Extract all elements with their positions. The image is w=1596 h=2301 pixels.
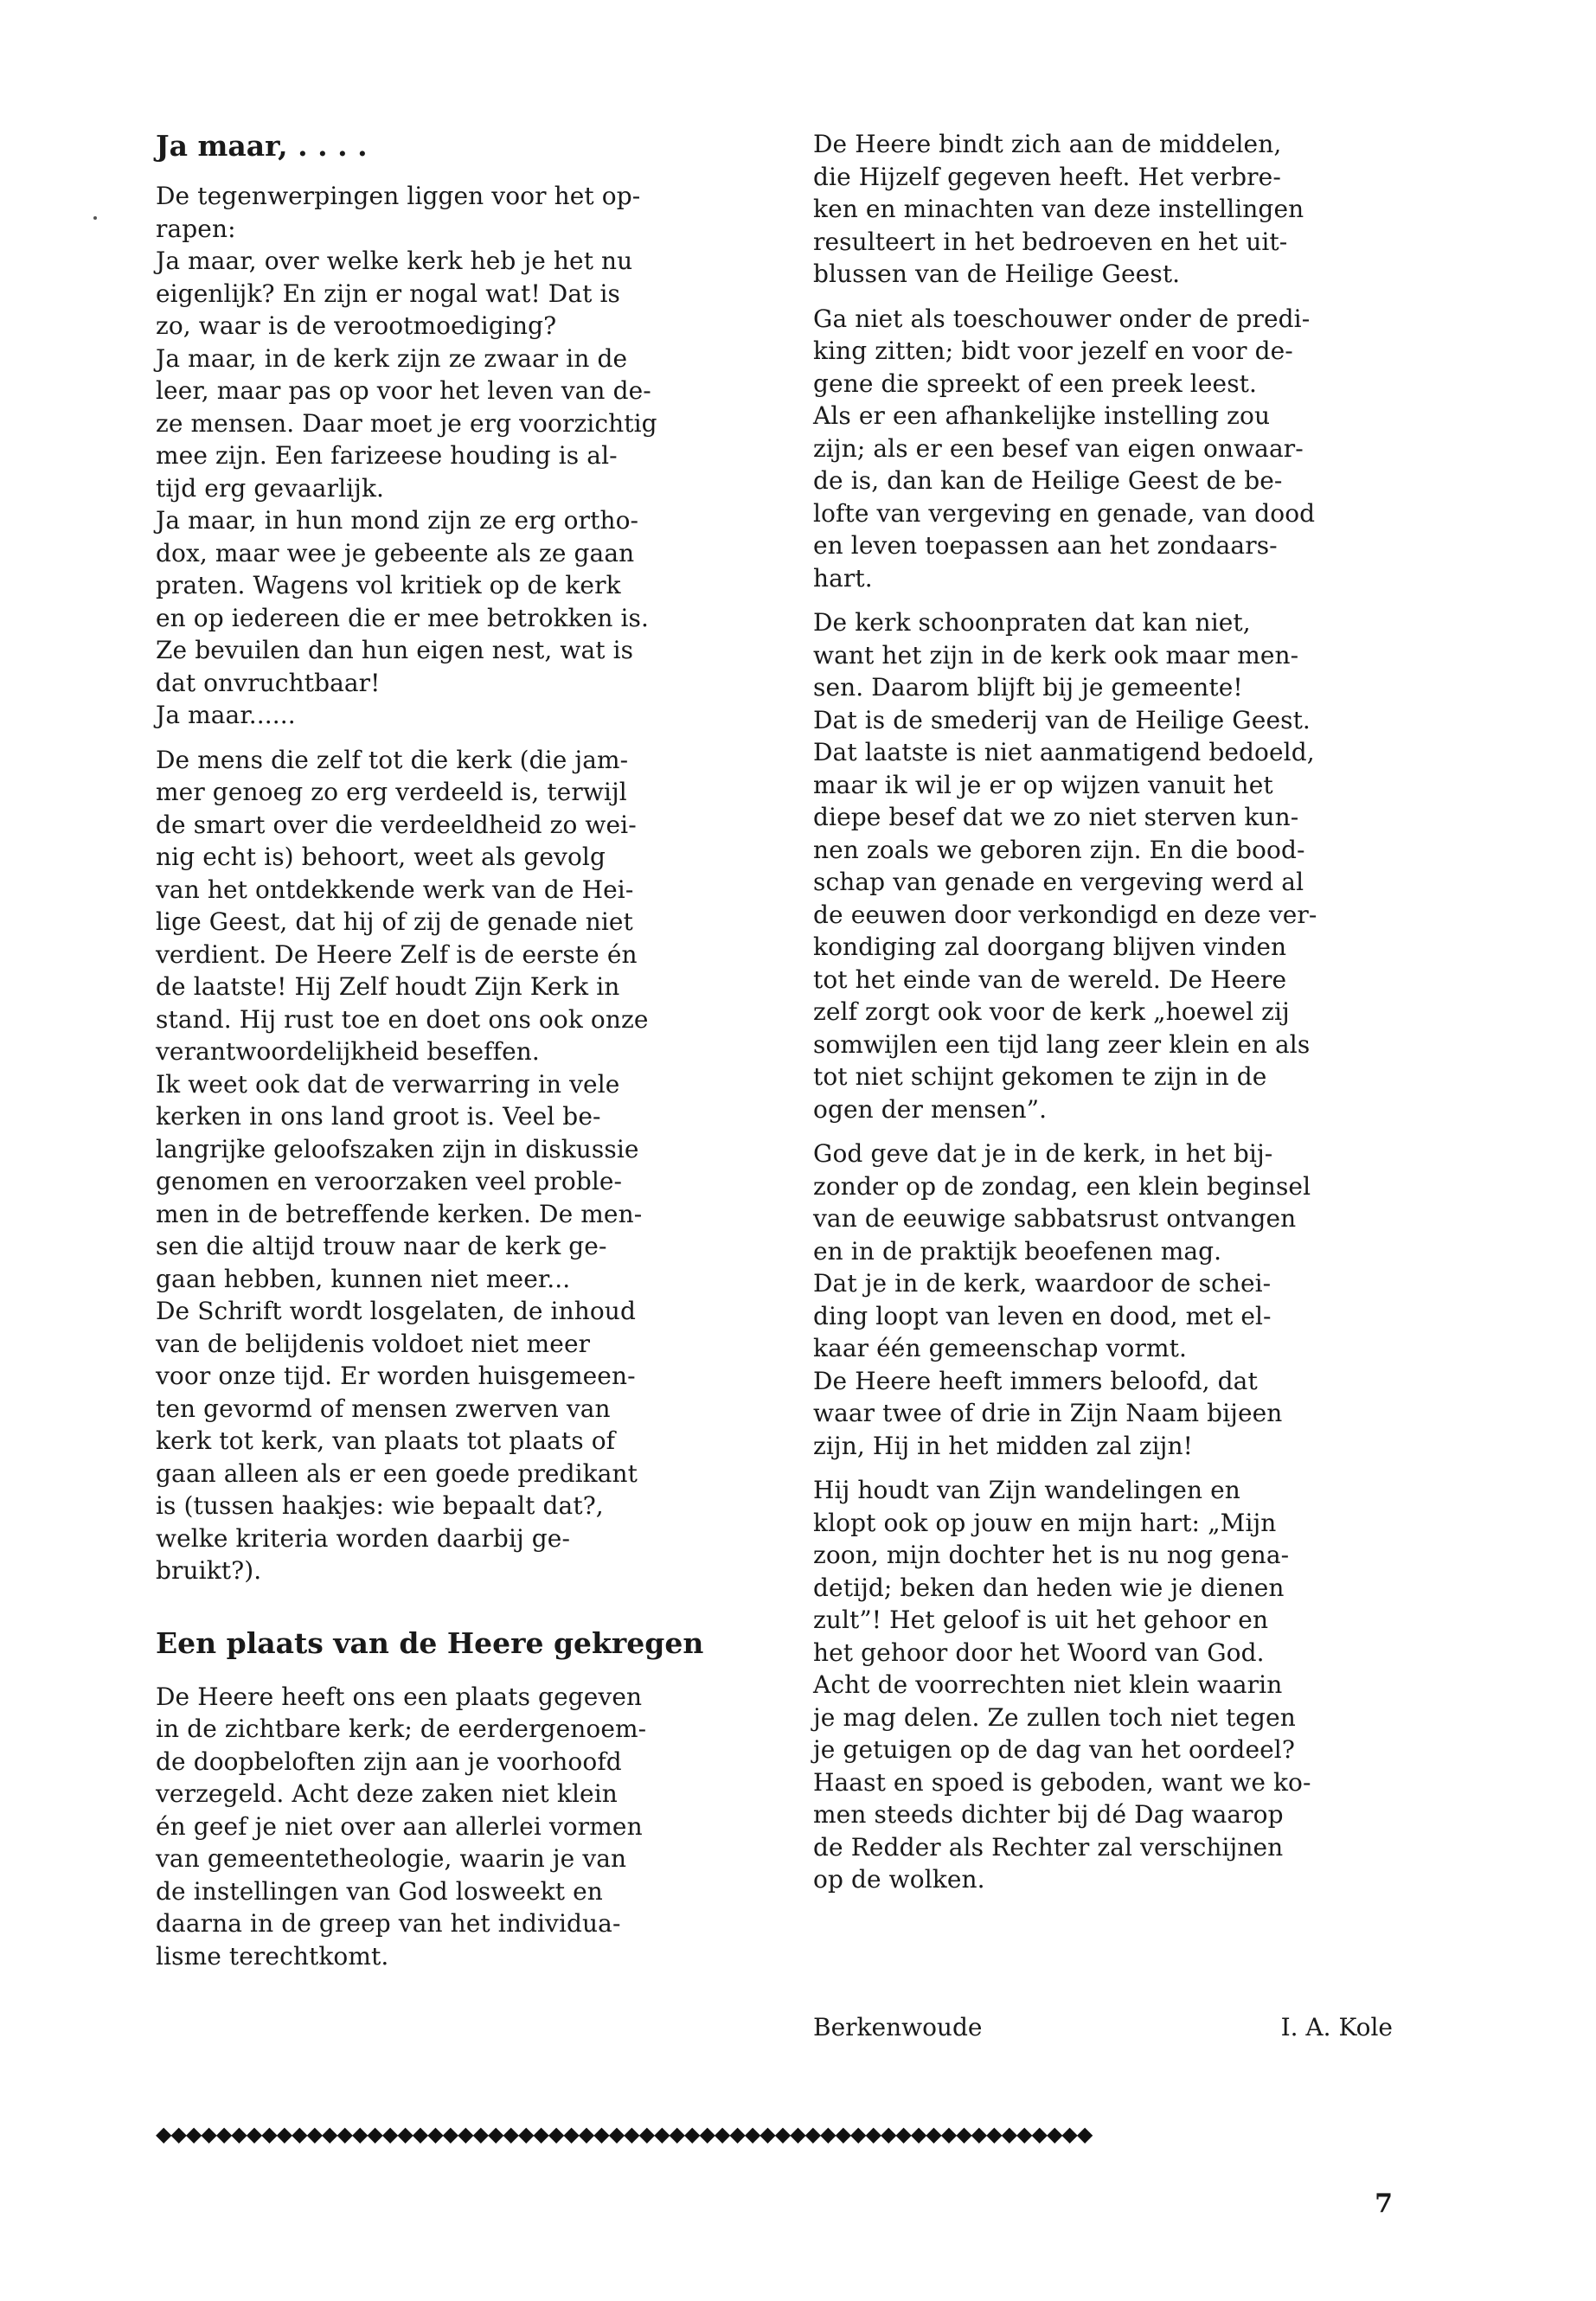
left-column (156, 128, 727, 1984)
right-paragraph: Hij houdt van Zijn wandelingen en klopt ook op jouw en mijn hart: „Mijn zoon, mijn dochter het is nu nog gena- detijd; beken dan heden wie je dienen zult”! Het geloof is uit het gehoor en het gehoor door het Woord van God. Acht de voorrechten niet klein waarin je mag delen. Ze zullen toch niet tegen je getuigen op de dag van het oordeel? Haast en spoed is geboden, want we ko- men steeds dichter bij dé Dag waarop de Redder als Rechter zal verschijnen op de wolken. (813, 1476, 1311, 1894)
signature-place: Berkenwoude (813, 2013, 983, 2041)
page-number: 7 (1375, 2189, 1393, 2219)
left-paragraph: De tegenwerpingen liggen voor het op- rapen: Ja maar, over welke kerk heb je het nu eigenlijk? En zijn er nogal wat! Dat is zo, waar is de verootmoediging? Ja maar, in de kerk zijn ze zwaar in de leer, maar pas op voor het leven van de- ze mensen. Daar moet je erg voorzichtig mee zijn. Een farizeese houding is al- tijd erg gevaarlijk. Ja maar, in hun mond zijn ze erg ortho- dox, maar wee je gebeente als ze gaan praten. Wagens vol kritiek op de kerk en op iedereen die er mee betrokken is. Ze bevuilen dan hun eigen nest, wat is dat onvruchtbaar! Ja maar...... (156, 182, 657, 729)
right-paragraph: God geve dat je in de kerk, in het bij- zonder op de zondag, een klein beginsel van de eeuwige sabbatsrust ontvangen en in de praktijk beoefenen mag. Dat je in de kerk, waardoor de schei- ding loopt van leven en dood, met el- kaar één gemeenschap vormt. De Heere heeft immers beloofd, dat waar twee of drie in Zijn Naam bijeen zijn, Hij in het midden zal zijn! (813, 1139, 1311, 1460)
scan-speck (93, 216, 97, 220)
right-paragraph: Ga niet als toeschouwer onder de predi- king zitten; bidt voor jezelf en voor de- gene die spreekt of een preek leest. Als er een afhankelijke instelling zou zijn; als er een besef van eigen onwaar- de is, dan kan de Heilige Geest de be- lofte van vergeving en genade, van dood en leven toepassen aan het zondaars- hart. (813, 304, 1316, 593)
section-subheading: Een plaats van de Heere gekregen (156, 1625, 704, 1660)
right-paragraph: De Heere bindt zich aan de middelen, die Hijzelf gegeven heeft. Het verbre- ken en minachten van deze instellingen resulteert in het bedroeven en het uit- blussen van de Heilige Geest. (813, 130, 1304, 288)
article-heading: Ja maar, . . . . (156, 129, 368, 163)
left-paragraph: De mens die zelf tot die kerk (die jam- mer genoeg zo erg verdeeld is, terwijl de smart over die verdeeldheid zo wei- nig echt is) behoort, weet als gevolg van het ontdekkende werk van de Hei- lige Geest, dat hij of zij de genade niet verdient. De Heere Zelf is de eerste én de laatste! Hij Zelf houdt Zijn Kerk in stand. Hij rust toe en doet ons ook onze verantwoordelijkheid beseffen. Ik weet ook dat de verwarring in vele kerken in ons land groot is. Veel be- langrijke geloofszaken zijn in diskussie genomen en veroorzaken veel proble- men in de betreffende kerken. De men- sen die altijd trouw naar de kerk ge- gaan hebben, kunnen niet meer... De Schrift wordt losgelaten, de inhoud van de belijdenis voldoet niet meer voor onze tijd. Er worden huisgemeen- ten gevormd of mensen zwerven van kerk tot kerk, van plaats tot plaats of gaan alleen als er een goede predikant is (tussen haakjes: wie bepaalt dat?, welke kriteria worden daarbij ge- bruikt?). (156, 745, 649, 1585)
diamond-divider: ◆◆◆◆◆◆◆◆◆◆◆◆◆◆◆◆◆◆◆◆◆◆◆◆◆◆◆◆◆◆◆◆◆◆◆◆◆◆◆◆◆◆◆◆◆◆◆◆◆◆◆◆◆◆◆◆◆◆◆◆◆◆ (156, 2122, 1093, 2146)
left-paragraph: De Heere heeft ons een plaats gegeven in de zichtbare kerk; de eerdergenoem- de doopbeloften zijn aan je voorhoofd verzegeld. Acht deze zaken niet klein én geef je niet over aan allerlei vormen van gemeentetheologie, waarin je van de instellingen van God losweekt en daarna in de greep van het individua- lisme terechtkomt. (156, 1682, 647, 1971)
signature-author: I. A. Kole (1280, 2013, 1393, 2041)
right-column (813, 128, 1393, 1908)
right-paragraph: De kerk schoonpraten dat kan niet, want het zijn in de kerk ook maar men- sen. Daarom blijft bij je gemeente! Dat is de smederij van de Heilige Geest. Dat laatste is niet aanmatigend bedoeld, maar ik wil je er op wijzen vanuit het diepe besef dat we zo niet sterven kun- nen zoals we geboren zijn. En die bood- schap van genade en vergeving werd al de eeuwen door verkondigd en deze ver- kondiging zal doorgang blijven vinden tot het einde van de wereld. De Heere zelf zorgt ook voor de kerk „hoewel zij somwijlen een tijd lang zeer klein en als tot niet schijnt gekomen te zijn in de ogen der mensen”. (813, 608, 1317, 1124)
